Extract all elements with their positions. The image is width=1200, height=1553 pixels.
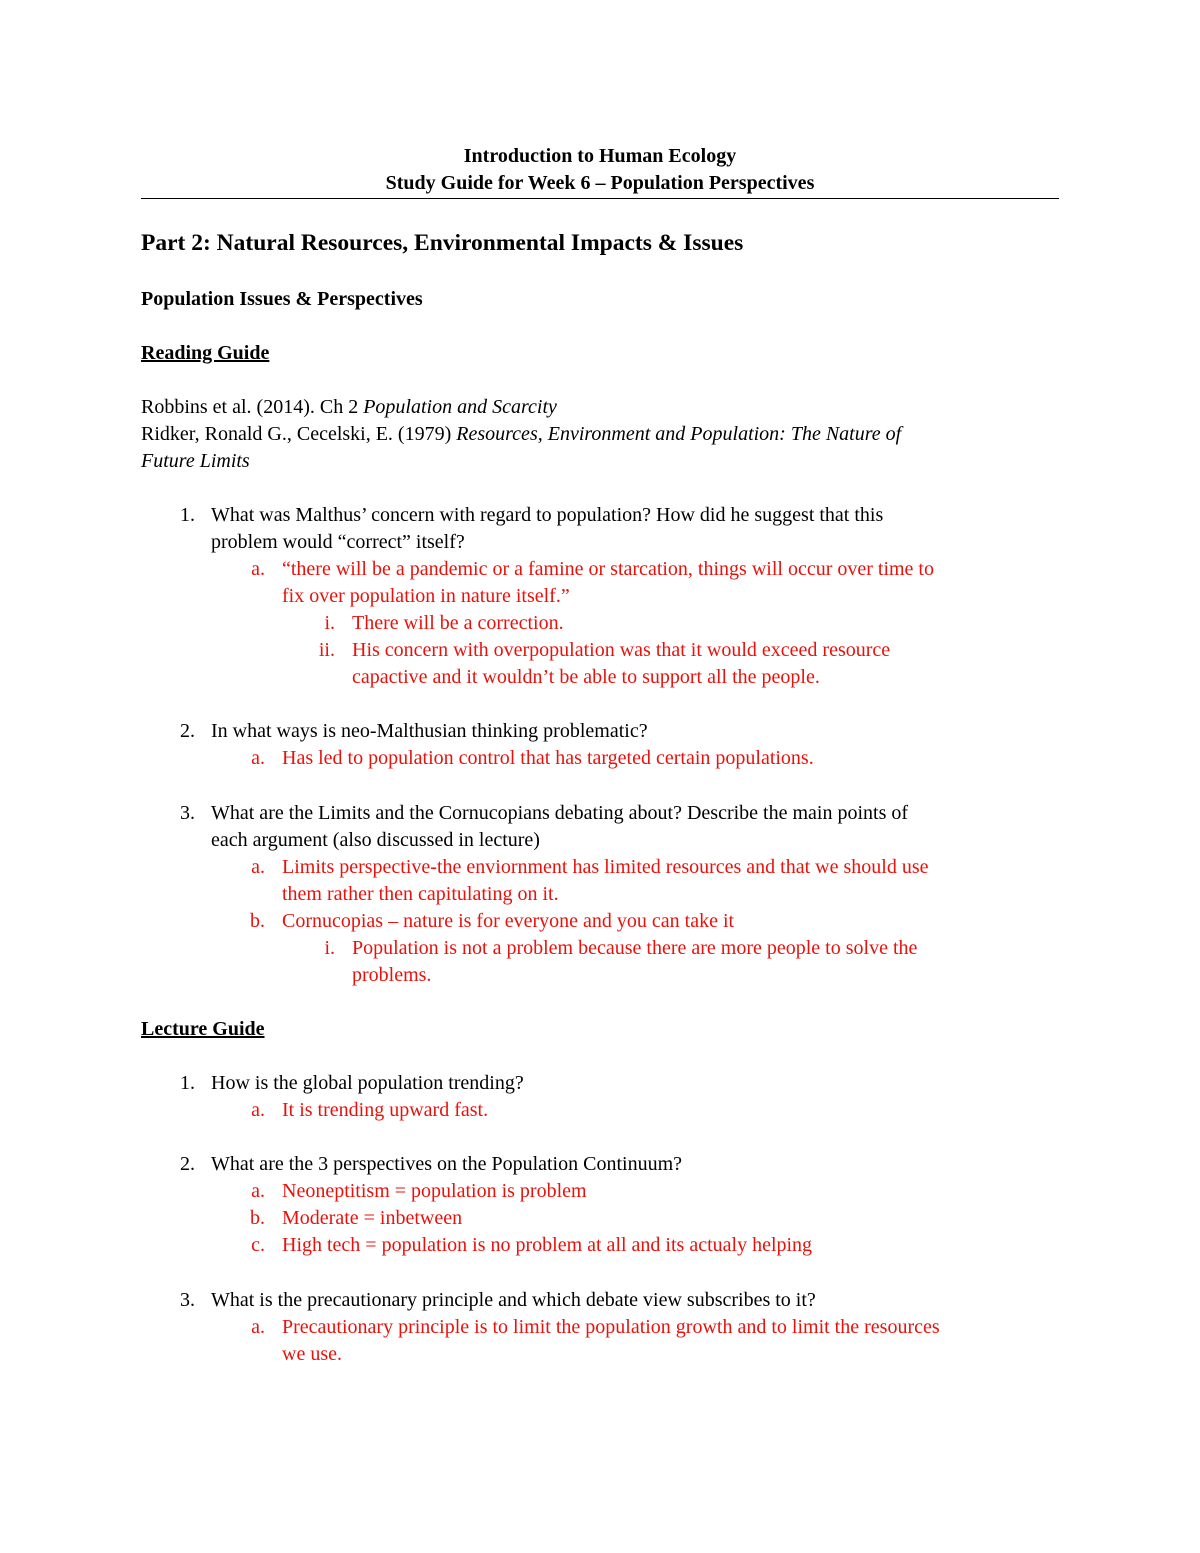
- sub-answer-text-cont: problems.: [352, 964, 432, 986]
- question-text-cont: each argument (also discussed in lecture): [211, 829, 540, 851]
- question-number: 2.: [180, 720, 195, 742]
- citation-ridker: [141, 421, 1059, 475]
- lecture-question-1: [141, 1070, 1059, 1124]
- answer-marker: a.: [251, 558, 265, 580]
- question-text: What are the Limits and the Cornucopians debating about? Describe the main points of: [211, 802, 909, 824]
- answer-marker: b.: [250, 1207, 265, 1229]
- sub-answer-text: There will be a correction.: [352, 612, 564, 634]
- question-text-cont: problem would “correct” itself?: [211, 531, 465, 553]
- question-text: What is the precautionary principle and which debate view subscribes to it?: [211, 1289, 816, 1311]
- answer-text: High tech = population is no problem at all and its actualy helping: [282, 1234, 813, 1256]
- answer-marker: b.: [250, 910, 265, 932]
- question-number: 1.: [180, 504, 195, 526]
- reading-question-2: [141, 718, 1059, 772]
- sub-answer-text: His concern with overpopulation was that it would exceed resource: [352, 639, 891, 661]
- lecture-guide-heading: Lecture Guide: [141, 1018, 265, 1040]
- answer-text: “there will be a pandemic or a famine or starcation, things will occur over time to: [282, 558, 934, 580]
- question-number: 2.: [180, 1153, 195, 1175]
- sub-answer-text: Population is not a problem because there are more people to solve the: [352, 937, 918, 959]
- study-guide-title: Study Guide for Week 6 – Population Perspectives: [385, 172, 815, 194]
- part-title: Part 2: Natural Resources, Environmental Impacts & Issues: [141, 230, 744, 256]
- question-text: How is the global population trending?: [211, 1072, 524, 1094]
- citation-authors: Robbins et al. (2014). Ch 2: [141, 396, 364, 418]
- reading-guide-heading: Reading Guide: [141, 342, 270, 364]
- question-number: 1.: [180, 1072, 195, 1094]
- answer-marker: a.: [251, 856, 265, 878]
- answer-text: Neoneptitism = population is problem: [282, 1180, 587, 1202]
- answer-marker: a.: [251, 1180, 265, 1202]
- question-number: 3.: [180, 1289, 195, 1311]
- answer-text: Moderate = inbetween: [282, 1207, 463, 1229]
- citation-robbins: [141, 394, 557, 421]
- answer-text-cont: fix over population in nature itself.”: [282, 585, 570, 607]
- document-header: [141, 143, 1059, 197]
- answer-text-cont: we use.: [282, 1343, 342, 1365]
- answer-marker: a.: [251, 747, 265, 769]
- citation-title: Population and Scarcity: [363, 396, 557, 418]
- sub-answer-marker: ii.: [318, 639, 335, 661]
- citation-authors: Ridker, Ronald G., Cecelski, E. (1979): [141, 423, 457, 445]
- reading-question-1: [141, 502, 1059, 691]
- question-text: In what ways is neo-Malthusian thinking problematic?: [211, 720, 648, 742]
- answer-marker: a.: [251, 1099, 265, 1121]
- question-text: What was Malthus’ concern with regard to population? How did he suggest that this: [211, 504, 884, 526]
- answer-marker: c.: [251, 1234, 265, 1256]
- question-text: What are the 3 perspectives on the Population Continuum?: [211, 1153, 682, 1175]
- answer-text: Precautionary principle is to limit the population growth and to limit the resources: [282, 1316, 940, 1338]
- lecture-question-3: [141, 1287, 1059, 1368]
- citation-title: Resources, Environment and Population: The Nature of: [456, 423, 902, 445]
- answer-text: Has led to population control that has targeted certain populations.: [282, 747, 814, 769]
- course-title: Introduction to Human Ecology: [463, 145, 737, 167]
- reading-question-3: [141, 800, 1059, 989]
- question-number: 3.: [180, 802, 195, 824]
- citation-title-cont: Future Limits: [141, 450, 250, 472]
- lecture-question-2: [141, 1151, 1059, 1259]
- answer-text: Cornucopias – nature is for everyone and you can take it: [282, 910, 735, 932]
- header-divider: [141, 198, 1059, 199]
- answer-text: It is trending upward fast.: [282, 1099, 489, 1121]
- sub-answer-text-cont: capactive and it wouldn’t be able to support all the people.: [352, 666, 820, 688]
- answer-marker: a.: [251, 1316, 265, 1338]
- section-title: Population Issues & Perspectives: [141, 288, 423, 310]
- answer-text: Limits perspective-the enviornment has limited resources and that we should use: [282, 856, 929, 878]
- sub-answer-marker: i.: [324, 937, 335, 959]
- sub-answer-marker: i.: [324, 612, 335, 634]
- answer-text-cont: them rather then capitulating on it.: [282, 883, 559, 905]
